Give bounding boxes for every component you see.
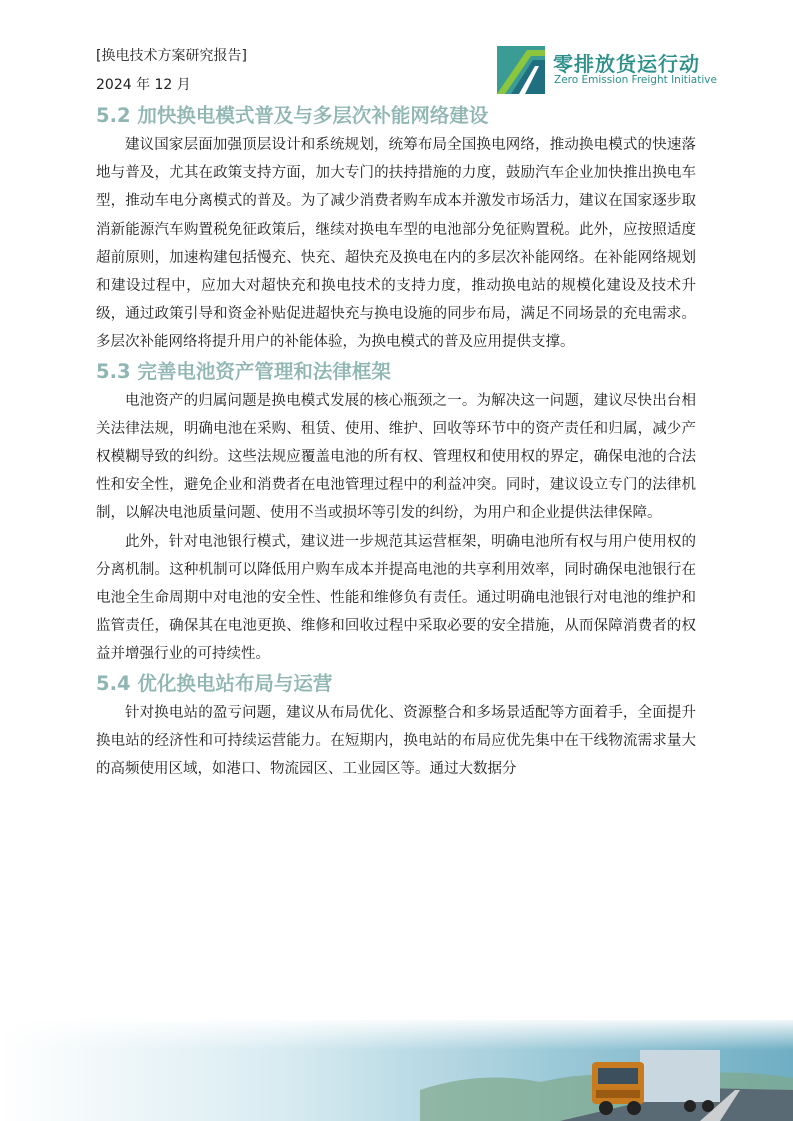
document-body xyxy=(96,101,696,783)
logo-road-icon xyxy=(497,46,545,94)
report-date: 2024 年 12 月 xyxy=(96,77,191,93)
logo-subtitle: Zero Emission Freight Initiative xyxy=(554,74,717,86)
section-heading-5-3: 5.3 完善电池资产管理和法律框架 xyxy=(96,359,391,383)
body-paragraph: 建议国家层面加强顶层设计和系统规划，统筹布局全国换电网络，推动换电模式的快速落地与普及，尤其在政策支持方面，加大专门的扶持措施的力度，鼓励汽车企业加快推出换电车型，推动车电分离模式的普及。为了减少消费者购车成本并激发市场活力，建议在国家逐步取消新能源汽车购置税免征政策后，继续对换电车型的电池部分免征购置税。此外，应按照适度超前原则，加速构建包括慢充、快充、超快充及换电在内的多层次补能网络。在补能网络规划和建设过程中，应加大对超快充和换电技术的支持力度，推动换电站的规模化建设及技术升级，通过政策引导和资金补贴促进超快充与换电设施的同步布局，满足不同场景的充电需求。多层次补能网络将提升用户的补能体验，为换电模式的普及应用提供支撑。 xyxy=(96,137,696,351)
section-heading-5-4: 5.4 优化换电站布局与运营 xyxy=(96,671,333,695)
body-paragraph: 针对换电站的盈亏问题，建议从布局优化、资源整合和多场景适配等方面着手，全面提升换电站的经济性和可持续运营能力。在短期内，换电站的布局应优先集中在干线物流需求量大的高频使用区域，如港口、物流园区、工业园区等。通过大数据分 xyxy=(96,704,696,778)
zero-emission-freight-logo xyxy=(497,40,717,98)
body-paragraph: 电池资产的归属问题是换电模式发展的核心瓶颈之一。为解决这一问题，建议尽快出台相关法律法规，明确电池在采购、租赁、使用、维护、回收等环节中的资产责任和归属，减少产权模糊导致的纠纷。这些法规应覆盖电池的所有权、管理权和使用权的界定，确保电池的合法性和安全性，避免企业和消费者在电池管理过程中的利益冲突。同时，建议设立专门的法律机制，以解决电池质量问题、使用不当或损坏等引发的纠纷，为用户和企业提供法律保障。 xyxy=(96,392,696,522)
report-title: [换电技术方案研究报告] xyxy=(96,48,247,64)
section-heading-5-2: 5.2 加快换电模式普及与多层次补能网络建设 xyxy=(96,104,489,127)
body-paragraph: 此外，针对电池银行模式，建议进一步规范其运营框架，明确电池所有权与用户使用权的分离机制。这种机制可以降低用户购车成本并提高电池的共享利用效率，同时确保电池银行在电池全生命周期中对电池的安全性、性能和维修负有责任。通过明确电池银行对电池的维护和监管责任，确保其在电池更换、维修和回收过程中采取必要的安全措施，从而保障消费者的权益并增强行业的可持续性。 xyxy=(96,533,696,663)
logo-title: 零排放货运行动 xyxy=(553,52,700,76)
report-header xyxy=(96,42,247,100)
truck-highway-banner xyxy=(0,1020,793,1121)
